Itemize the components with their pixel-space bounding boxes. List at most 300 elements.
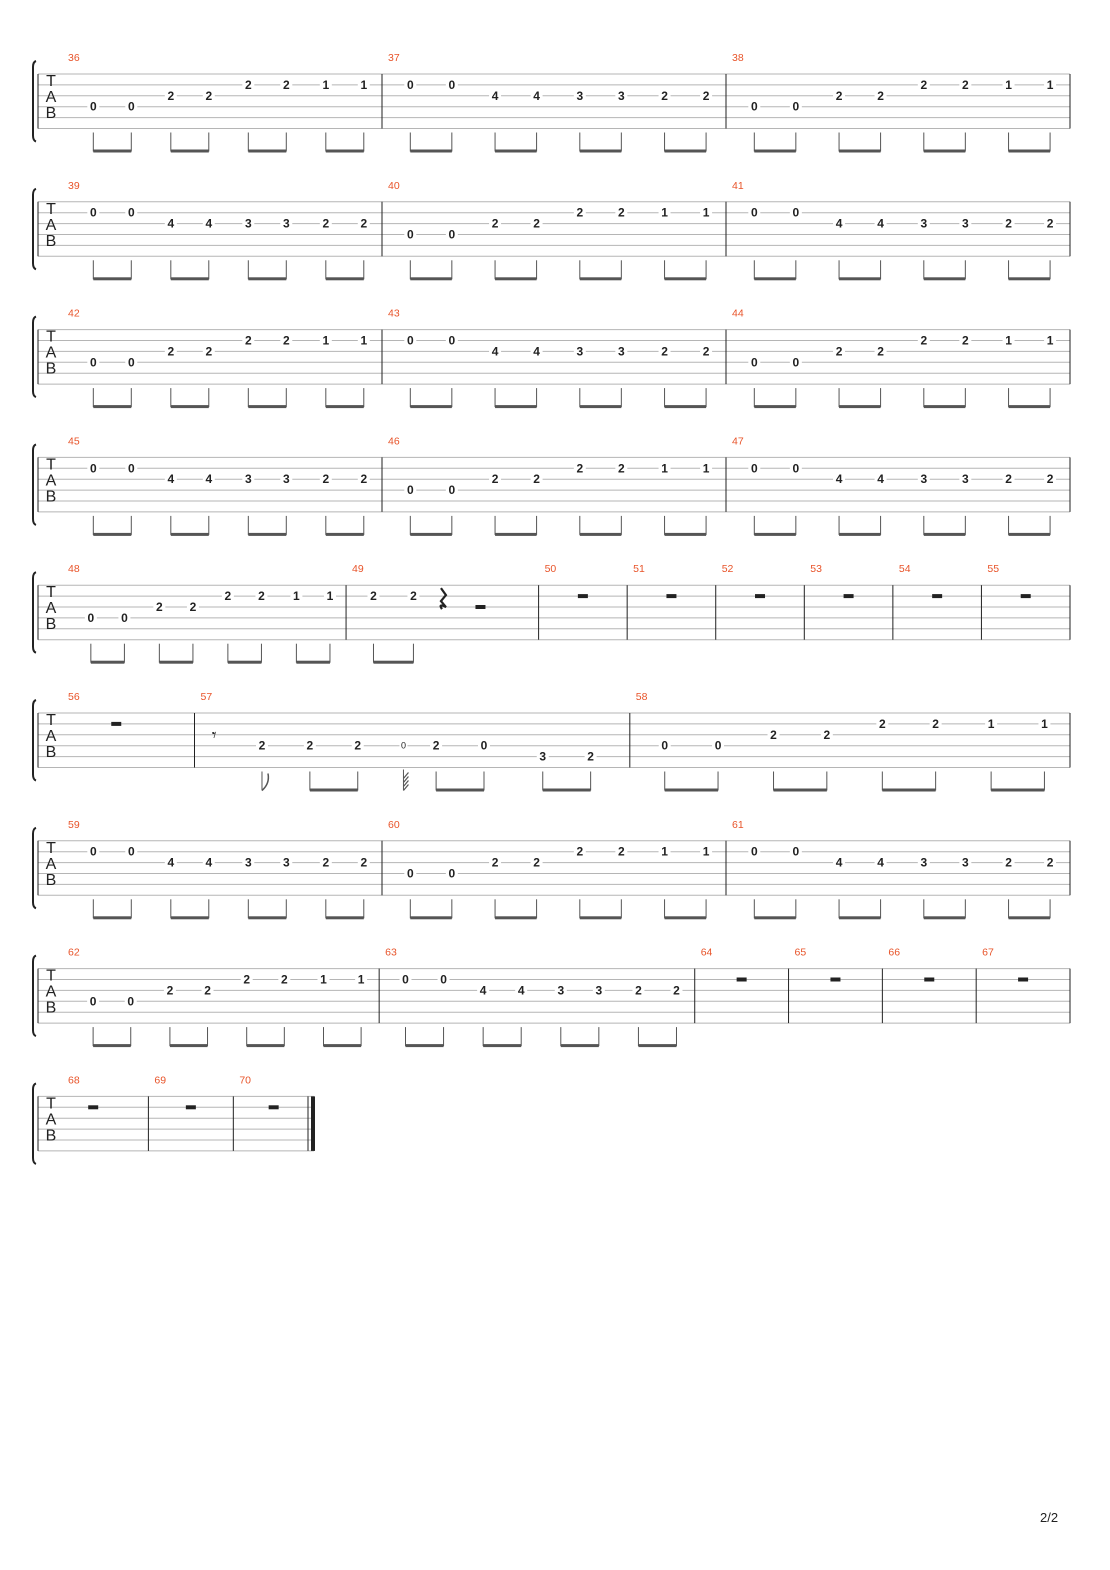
- note-beam: [638, 1044, 676, 1047]
- fret-number: 3: [244, 472, 252, 487]
- fret-number: 3: [617, 88, 625, 103]
- fret-number: 0: [402, 972, 409, 987]
- measure: [636, 691, 1070, 792]
- tab-clef-t: T: [46, 839, 56, 857]
- note-beam: [924, 150, 966, 153]
- fret-number: 0: [89, 99, 97, 114]
- measure-number: 70: [239, 1074, 252, 1087]
- measure: [68, 180, 382, 280]
- tab-clef-t: T: [46, 200, 56, 218]
- fret-number: 2: [920, 333, 928, 348]
- tab-clef-b: B: [45, 105, 57, 122]
- small-fret-number: 0: [400, 740, 406, 751]
- fret-number: 1: [322, 333, 330, 348]
- measure-number: 65: [794, 946, 807, 959]
- tab-clef-a: A: [45, 1111, 57, 1129]
- note-beam: [248, 533, 286, 536]
- note-beam: [839, 533, 881, 536]
- measure: [545, 563, 628, 640]
- note-beam: [326, 405, 364, 408]
- system-bracket: [33, 956, 36, 1037]
- fret-number: 2: [282, 77, 290, 92]
- measure-number: 53: [810, 563, 822, 576]
- fret-number: 1: [1041, 716, 1048, 731]
- fret-number: 2: [205, 344, 213, 359]
- fret-number: 0: [127, 355, 135, 370]
- note-beam: [483, 1044, 521, 1047]
- system-bracket: [33, 444, 36, 525]
- fret-number: 4: [835, 472, 843, 487]
- note-beam: [171, 533, 209, 536]
- fret-number: 0: [89, 994, 97, 1009]
- note-beam: [248, 150, 286, 153]
- measure-number: 43: [388, 307, 400, 320]
- staff-system: [33, 52, 1070, 153]
- note-beam: [296, 661, 330, 664]
- system-bracket: [33, 1083, 36, 1164]
- fret-number: 2: [1046, 855, 1054, 870]
- fret-number: 2: [322, 855, 330, 870]
- note-beam: [754, 150, 796, 153]
- note-beam: [93, 916, 131, 919]
- note-beam: [1009, 150, 1051, 153]
- fret-number: 2: [702, 88, 710, 103]
- measure: [154, 1074, 233, 1151]
- measure: [201, 691, 630, 792]
- note-beam: [924, 533, 966, 536]
- note-beam: [406, 1044, 444, 1047]
- fret-number: 2: [961, 333, 969, 348]
- rest-symbol: [269, 1105, 279, 1109]
- staff-system: [33, 563, 1070, 664]
- fret-number: 3: [244, 216, 252, 231]
- fret-number: 0: [792, 355, 800, 370]
- staff-system: [33, 947, 1070, 1048]
- staff-system: [33, 819, 1070, 920]
- note-beam: [754, 405, 796, 408]
- fret-number: 0: [750, 461, 758, 476]
- measure-number: 67: [982, 946, 994, 959]
- tab-clef-a: A: [45, 89, 57, 106]
- fret-number: 2: [258, 589, 265, 604]
- note-beam: [326, 533, 364, 536]
- fret-number: 2: [1046, 472, 1054, 487]
- measure: [68, 947, 379, 1048]
- fret-number: 4: [835, 855, 843, 870]
- fret-number: 2: [204, 983, 211, 998]
- fret-number: 2: [410, 589, 417, 604]
- staff-system: [33, 691, 1070, 792]
- note-beam: [839, 405, 881, 408]
- measure: [987, 563, 1070, 640]
- fret-number: 2: [1005, 472, 1012, 487]
- fret-number: 1: [702, 461, 710, 476]
- note-beam: [170, 1044, 208, 1047]
- fret-number: 4: [167, 472, 175, 487]
- fret-number: 2: [661, 88, 668, 103]
- half-rest-symbol: [475, 605, 485, 609]
- fret-number: 3: [920, 855, 928, 870]
- tab-clef-b: B: [45, 360, 57, 378]
- tab-clef-t: T: [46, 328, 56, 346]
- system-bracket: [33, 828, 36, 909]
- note-beam: [665, 916, 707, 919]
- measure-number: 49: [352, 563, 364, 576]
- note-beam: [1009, 405, 1051, 408]
- tab-clef-b: B: [45, 1127, 57, 1145]
- note-beam: [839, 277, 881, 280]
- measure-number: 37: [388, 52, 400, 64]
- staff-system: [33, 435, 1070, 536]
- fret-number: 0: [121, 610, 128, 625]
- fret-number: 2: [1005, 855, 1012, 870]
- fret-number: 1: [357, 972, 365, 987]
- rest-symbol: [924, 978, 934, 982]
- fret-number: 2: [370, 589, 377, 604]
- fret-number: 2: [1005, 216, 1012, 231]
- measure-number: 63: [385, 946, 397, 959]
- fret-number: 2: [576, 461, 584, 476]
- fret-number: 0: [448, 483, 456, 498]
- fret-number: 0: [89, 355, 97, 370]
- fret-number: 0: [127, 844, 135, 859]
- note-beam: [924, 277, 966, 280]
- fret-number: 2: [635, 983, 642, 998]
- fret-number: 2: [282, 333, 290, 348]
- fret-number: 4: [205, 216, 213, 231]
- eighth-rest-symbol: 𝄾: [211, 724, 217, 745]
- fret-number: 0: [750, 355, 758, 370]
- fret-number: 0: [89, 205, 97, 220]
- rest-symbol: [1018, 978, 1028, 982]
- fret-number: 4: [205, 472, 213, 487]
- staff-system: [33, 308, 1070, 409]
- tab-clef-a: A: [45, 216, 57, 234]
- tab-clef-b: B: [45, 488, 57, 506]
- fret-number: 2: [491, 472, 499, 487]
- measure: [68, 819, 382, 920]
- fret-number: 2: [244, 77, 252, 92]
- fret-number: 0: [406, 333, 414, 348]
- note-beam: [410, 916, 452, 919]
- final-barline-thick: [311, 1096, 315, 1151]
- note-beam: [326, 277, 364, 280]
- rest-symbol: [666, 594, 676, 598]
- fret-number: 2: [835, 344, 843, 359]
- page-number: 2/2: [1040, 1510, 1059, 1525]
- measure: [68, 435, 382, 536]
- fret-number: 4: [533, 88, 540, 103]
- fret-number: 4: [877, 216, 884, 231]
- tab-clef-a: A: [45, 600, 57, 618]
- measure: [701, 947, 789, 1024]
- note-beam: [171, 150, 209, 153]
- note-beam: [495, 150, 537, 153]
- fret-number: 0: [127, 99, 135, 114]
- note-beam: [580, 277, 622, 280]
- fret-number: 2: [576, 205, 584, 220]
- tab-clef-b: B: [45, 232, 57, 250]
- rest-symbol: [111, 722, 121, 726]
- measure: [732, 435, 1070, 536]
- tab-clef-t: T: [46, 456, 56, 474]
- note-beam: [665, 533, 707, 536]
- fret-number: 0: [792, 205, 800, 220]
- tab-clef-t: T: [46, 967, 56, 985]
- fret-number: 1: [987, 716, 995, 731]
- measure-number: 42: [68, 307, 80, 320]
- fret-number: 4: [877, 472, 884, 487]
- fret-number: 2: [823, 727, 831, 742]
- fret-number: 2: [322, 216, 330, 231]
- fret-number: 2: [533, 216, 540, 231]
- note-beam: [924, 916, 966, 919]
- note-beam: [410, 277, 452, 280]
- note-beam: [1009, 277, 1051, 280]
- system-bracket: [33, 317, 36, 398]
- measure: [722, 563, 805, 640]
- note-beam: [248, 405, 286, 408]
- fret-number: 2: [354, 738, 362, 753]
- fret-number: 2: [878, 716, 886, 731]
- tab-clef-b: B: [45, 999, 57, 1017]
- fret-number: 2: [167, 344, 175, 359]
- measure-number: 40: [388, 179, 400, 192]
- fret-number: 3: [961, 216, 969, 231]
- fret-number: 3: [961, 855, 969, 870]
- fret-number: 2: [360, 472, 368, 487]
- note-beam: [436, 789, 484, 792]
- fret-number: 1: [661, 844, 668, 859]
- note-beam: [93, 405, 131, 408]
- fret-number: 0: [750, 205, 758, 220]
- measure-number: 54: [898, 563, 911, 576]
- rest-symbol: [88, 1105, 98, 1109]
- fret-number: 1: [702, 205, 710, 220]
- fret-number: 4: [517, 983, 525, 998]
- fret-number: 0: [87, 610, 95, 625]
- rest-symbol: [932, 594, 942, 598]
- fret-number: 2: [661, 344, 668, 359]
- fret-number: 3: [920, 216, 928, 231]
- fret-number: 4: [205, 855, 213, 870]
- fret-number: 2: [322, 472, 330, 487]
- fret-number: 1: [326, 589, 334, 604]
- note-beam: [495, 405, 537, 408]
- fret-number: 1: [320, 972, 327, 987]
- measure-number: 39: [68, 179, 80, 192]
- fret-number: 2: [877, 344, 884, 359]
- fret-number: 3: [557, 983, 565, 998]
- fret-number: 3: [595, 983, 603, 998]
- fret-number: 0: [714, 738, 722, 753]
- fret-number: 0: [89, 844, 97, 859]
- measure: [899, 563, 982, 640]
- fret-number: 2: [491, 855, 499, 870]
- tab-clef-t: T: [46, 73, 56, 90]
- fret-number: 0: [448, 77, 456, 92]
- note-beam: [561, 1044, 599, 1047]
- note-beam: [580, 150, 622, 153]
- fret-number: 2: [920, 77, 928, 92]
- measure-number: 56: [68, 691, 80, 703]
- fret-number: 2: [932, 716, 939, 731]
- fret-number: 3: [539, 749, 547, 764]
- note-beam: [882, 789, 935, 792]
- note-beam: [93, 150, 131, 153]
- system-bracket: [33, 189, 36, 269]
- measure-number: 41: [732, 179, 744, 192]
- rest-symbol: [186, 1105, 196, 1109]
- staff-system: [33, 1074, 315, 1164]
- fret-number: 2: [961, 77, 969, 92]
- fret-number: 2: [156, 600, 163, 614]
- fret-number: 0: [750, 844, 758, 859]
- fret-number: 0: [448, 227, 456, 242]
- rest-symbol: [755, 594, 765, 598]
- fret-number: 1: [322, 77, 330, 92]
- measure: [982, 947, 1070, 1024]
- note-beam: [310, 789, 358, 792]
- measure: [732, 180, 1070, 280]
- rest-symbol: [844, 594, 854, 598]
- fret-number: 0: [406, 866, 414, 881]
- note-beam: [665, 150, 707, 153]
- fret-number: 2: [189, 600, 197, 614]
- measure: [239, 1074, 315, 1151]
- measure: [388, 180, 726, 280]
- fret-number: 0: [792, 99, 800, 114]
- fret-number: 0: [448, 866, 456, 881]
- note-beam: [991, 789, 1044, 792]
- tab-clef-b: B: [45, 744, 57, 761]
- fret-number: 1: [661, 205, 668, 220]
- note-beam: [839, 150, 881, 153]
- fret-number: 0: [448, 333, 456, 348]
- fret-number: 2: [167, 88, 175, 103]
- fret-number: 2: [835, 88, 843, 103]
- note-beam: [326, 150, 364, 153]
- fret-number: 1: [1046, 77, 1054, 92]
- measure: [68, 52, 382, 153]
- note-beam: [665, 277, 707, 280]
- fret-number: 0: [480, 738, 488, 753]
- fret-number: 1: [293, 589, 300, 604]
- note-beam: [924, 405, 966, 408]
- fret-number: 4: [167, 216, 175, 231]
- rest-symbol: [578, 594, 588, 598]
- tab-clef-b: B: [45, 616, 57, 634]
- fret-number: 4: [491, 344, 499, 359]
- rest-symbol: [830, 978, 840, 982]
- fret-number: 0: [406, 77, 414, 92]
- fret-number: 2: [360, 216, 368, 231]
- measure-number: 66: [888, 946, 901, 959]
- note-beam: [247, 1044, 285, 1047]
- note-beam: [171, 277, 209, 280]
- note-beam: [326, 916, 364, 919]
- fret-number: 2: [673, 983, 680, 998]
- measure-number: 55: [987, 563, 1000, 576]
- tab-clef-a: A: [45, 983, 57, 1001]
- measure: [352, 563, 539, 664]
- fret-number: 0: [89, 461, 97, 476]
- measure: [732, 308, 1070, 409]
- fret-number: 2: [224, 589, 232, 604]
- fret-number: 3: [576, 88, 584, 103]
- fret-number: 2: [205, 88, 213, 103]
- measure-number: 45: [68, 435, 80, 448]
- tab-clef-a: A: [45, 472, 57, 490]
- note-flag: [262, 774, 268, 791]
- note-beam: [665, 405, 707, 408]
- fret-number: 1: [702, 844, 710, 859]
- measure: [68, 563, 346, 664]
- note-beam: [754, 277, 796, 280]
- note-beam: [495, 277, 537, 280]
- fret-number: 0: [406, 483, 414, 498]
- fret-number: 2: [432, 738, 440, 753]
- tab-clef-a: A: [45, 855, 57, 873]
- fret-number: 0: [127, 461, 135, 476]
- quarter-rest-symbol: [441, 588, 446, 609]
- note-beam: [171, 405, 209, 408]
- note-beam: [91, 661, 125, 664]
- tab-clef-t: T: [46, 584, 56, 602]
- measure: [68, 308, 382, 409]
- fret-number: 2: [491, 216, 499, 231]
- fret-number: 2: [617, 461, 625, 476]
- fret-number: 2: [576, 844, 584, 859]
- note-beam: [1009, 533, 1051, 536]
- fret-number: 0: [406, 227, 414, 242]
- note-beam: [410, 533, 452, 536]
- measure: [795, 947, 883, 1024]
- fret-number: 2: [244, 333, 252, 348]
- note-beam: [754, 916, 796, 919]
- fret-number: 1: [1005, 333, 1012, 348]
- fret-number: 4: [835, 216, 843, 231]
- fret-number: 2: [360, 855, 368, 870]
- note-beam: [580, 533, 622, 536]
- note-beam: [495, 916, 537, 919]
- fret-number: 0: [440, 972, 447, 987]
- fret-number: 2: [533, 855, 540, 870]
- fret-number: 3: [244, 855, 252, 870]
- fret-number: 2: [770, 727, 777, 742]
- fret-number: 2: [1046, 216, 1054, 231]
- system-bracket: [33, 700, 36, 781]
- fret-number: 0: [792, 461, 800, 476]
- fret-number: 2: [306, 738, 314, 753]
- note-beam: [495, 533, 537, 536]
- fret-number: 1: [1005, 77, 1012, 92]
- measure-number: 62: [68, 946, 80, 959]
- note-beam: [754, 533, 796, 536]
- fret-number: 3: [576, 344, 584, 359]
- fret-number: 0: [792, 844, 800, 859]
- measure-number: 51: [633, 563, 645, 576]
- note-beam: [248, 277, 286, 280]
- system-bracket: [33, 61, 36, 142]
- measure: [68, 691, 195, 768]
- measure-number: 68: [68, 1074, 80, 1087]
- measure-number: 61: [732, 818, 744, 831]
- fret-number: 4: [533, 344, 540, 359]
- measure-number: 44: [732, 307, 744, 320]
- measure-number: 48: [68, 563, 80, 576]
- fret-number: 4: [491, 88, 499, 103]
